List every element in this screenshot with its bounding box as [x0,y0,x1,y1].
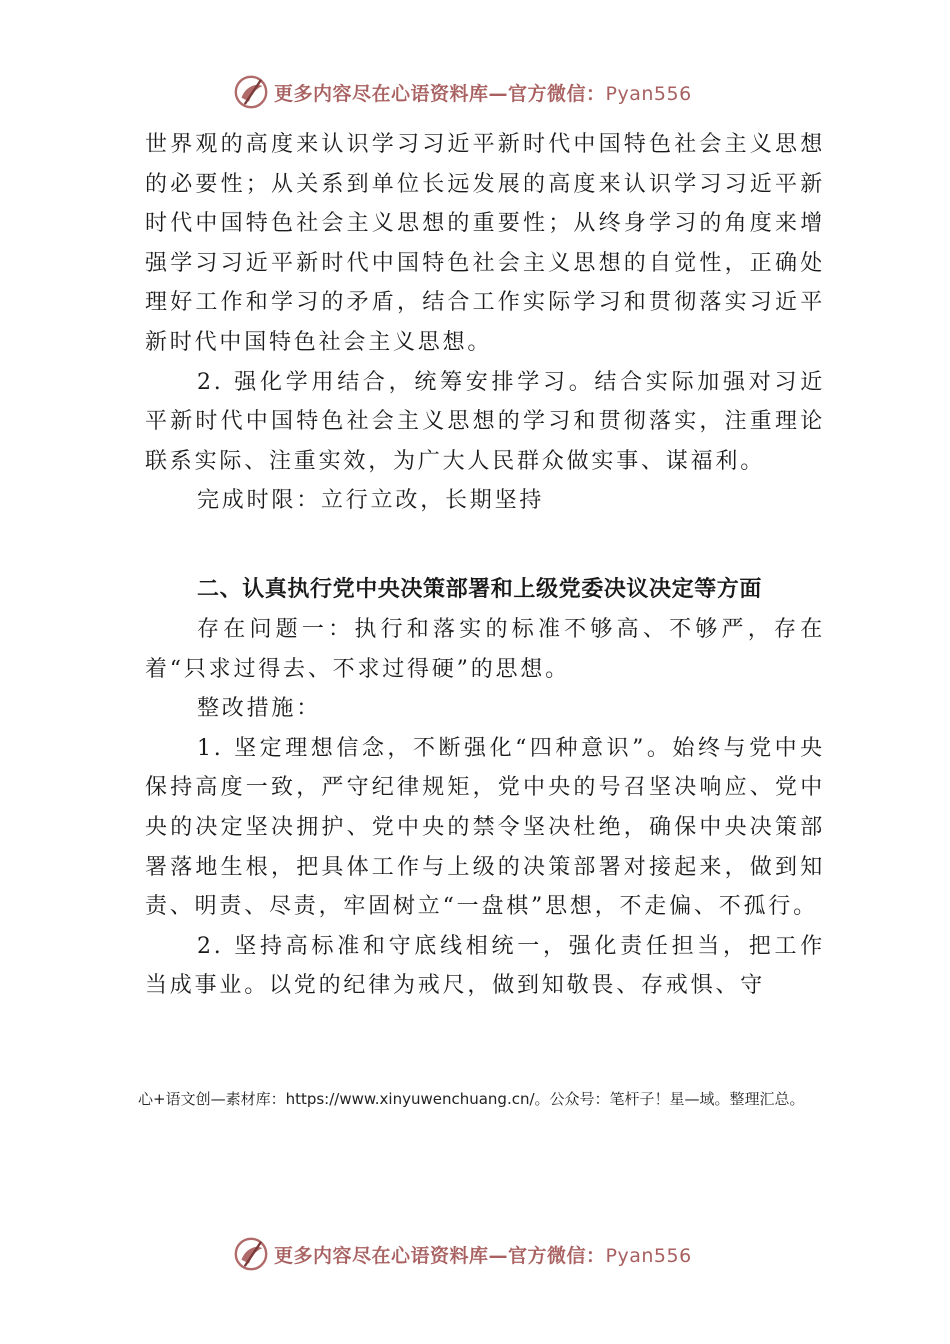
measures-label: 整改措施： [197,696,322,722]
footer-watermark-text: 更多内容尽在心语资料库—官方微信：Pyan556 [274,1244,692,1267]
document-body [145,125,825,1006]
problem-paragraph: 存在问题一：执行和落实的标准不够高、不够严，存在着“只求过得去、不求过得硬”的思想。 [145,616,825,682]
measure-paragraph: 2. 坚持高标准和守底线相统一，强化责任担当，把工作当成事业。以党的纪律为戒尺，做到知敬畏、存戒惧、守 [145,933,825,999]
header-watermark [232,72,692,112]
paragraph: 世界观的高度来认识学习习近平新时代中国特色社会主义思想的必要性；从关系到单位长远发展的高度来认识学习习近平新时代中国特色社会主义思想的重要性；从终身学习的角度来增强学习习近平新时代中国特色社会主义思想的自觉性，正确处理好工作和学习的矛盾，结合工作实际学习和贯彻落实习近平新时代中国特色社会主义思想。 [145,132,825,355]
paragraph: 2. 强化学用结合，统筹安排学习。结合实际加强对习近平新时代中国特色社会主义思想的学习和贯彻落实，注重理论联系实际、注重实效，为广大人民群众做实事、谋福利。 [145,369,825,474]
footer-watermark [232,1234,692,1274]
footer-note: 心+语文创—素材库：https://www.xinyuwenchuang.cn/。公众号：笔杆子！星—域。整理汇总。 [138,1090,805,1108]
header-watermark-text: 更多内容尽在心语资料库—官方微信：Pyan556 [274,82,692,105]
measure-paragraph: 1. 坚定理想信念，不断强化“四种意识”。始终与党中央保持高度一致，严守纪律规矩，党中央的号召坚决响应、党中央的决定坚决拥护、党中央的禁令坚决杜绝，确保中央决策部署落地生根，把具体工作与上级的决策部署对接起来，做到知责、明责、尽责，牢固树立“一盘棋”思想，不走偏、不孤行。 [145,735,825,920]
seal-logo-icon [232,73,270,111]
seal-logo-icon [232,1235,270,1273]
section-heading: 二、认真执行党中央决策部署和上级党委决议决定等方面 [197,576,763,602]
deadline-line: 完成时限：立行立改，长期坚持 [197,488,545,514]
